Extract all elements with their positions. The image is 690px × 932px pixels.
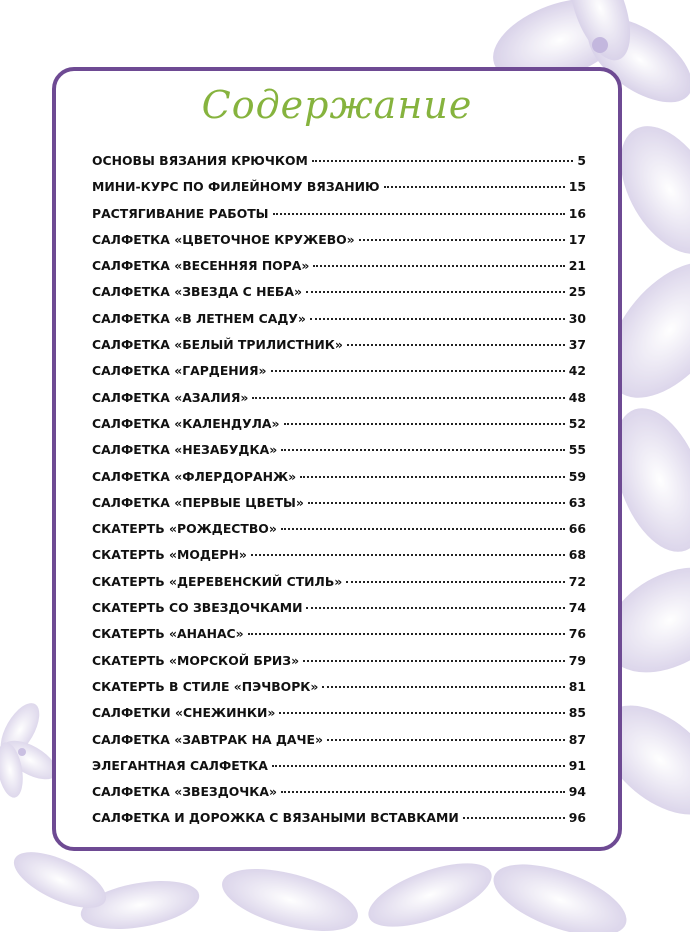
- toc-entry-title: СКАТЕРТЬ «МОДЕРН»: [92, 547, 247, 563]
- dot-leader: [310, 318, 565, 320]
- toc-entry[interactable]: [92, 153, 586, 179]
- dot-leader: [251, 554, 565, 556]
- toc-entry-page: 21: [568, 258, 586, 274]
- toc-entry[interactable]: [92, 758, 586, 784]
- toc-entry[interactable]: [92, 179, 586, 205]
- toc-entry-page: 79: [568, 652, 586, 668]
- toc-entry-page: 37: [568, 337, 586, 353]
- dot-leader: [281, 791, 565, 793]
- dot-leader: [281, 528, 565, 530]
- toc-entry-title: СКАТЕРТЬ В СТИЛЕ «ПЭЧВОРК»: [92, 678, 319, 694]
- toc-entry[interactable]: [92, 495, 586, 521]
- toc-entry[interactable]: [92, 732, 586, 758]
- toc-entry[interactable]: [92, 442, 586, 468]
- toc-entry-page: 74: [568, 600, 586, 616]
- toc-entry[interactable]: [92, 390, 586, 416]
- dot-leader: [346, 581, 564, 583]
- toc-entry-page: 87: [568, 731, 586, 747]
- toc-entry-title: САЛФЕТКА «ФЛЕРДОРАНЖ»: [92, 468, 297, 484]
- dot-leader: [279, 712, 564, 714]
- toc-entry-page: 30: [568, 310, 586, 326]
- toc-entry-page: 25: [568, 284, 586, 300]
- toc-entry[interactable]: [92, 574, 586, 600]
- dot-leader: [273, 213, 565, 215]
- toc-entry-title: ОСНОВЫ ВЯЗАНИЯ КРЮЧКОМ: [92, 153, 308, 168]
- dot-leader: [271, 370, 565, 372]
- dot-leader: [281, 449, 565, 451]
- toc-entry-title: САЛФЕТКА И ДОРОЖКА С ВЯЗАНЫМИ ВСТАВКАМИ: [92, 810, 459, 826]
- dot-leader: [384, 186, 565, 188]
- toc-entry-title: САЛФЕТКА «БЕЛЫЙ ТРИЛИСТНИК»: [92, 337, 343, 353]
- toc-entry-page: 55: [568, 442, 586, 458]
- dot-leader: [359, 239, 565, 241]
- dot-leader: [303, 660, 565, 662]
- toc-entry-title: САЛФЕТКИ «СНЕЖИНКИ»: [92, 705, 276, 721]
- toc-entry[interactable]: [92, 547, 586, 573]
- toc-entry-page: 76: [568, 626, 586, 642]
- toc-entry-page: 59: [568, 468, 586, 484]
- dot-leader: [312, 160, 574, 162]
- toc-entry-title: САЛФЕТКА «ЗВЕЗДОЧКА»: [92, 784, 278, 800]
- toc-entry-title: СКАТЕРТЬ «МОРСКОЙ БРИЗ»: [92, 652, 300, 668]
- dot-leader: [313, 265, 564, 267]
- toc-entry-page: 16: [568, 205, 586, 221]
- toc-entry-title: САЛФЕТКА «ЗАВТРАК НА ДАЧЕ»: [92, 731, 323, 747]
- dot-leader: [252, 397, 564, 399]
- toc-entry-page: 17: [568, 231, 586, 247]
- toc-entry-title: САЛФЕТКА «ВЕСЕННЯЯ ПОРА»: [92, 258, 310, 274]
- toc-entry[interactable]: [92, 337, 586, 363]
- toc-entry[interactable]: [92, 284, 586, 310]
- flower-bottom: [6, 841, 635, 932]
- toc-entry-title: РАСТЯГИВАНИЕ РАБОТЫ: [92, 205, 269, 221]
- page-title: Содержание: [201, 83, 473, 127]
- toc-entry[interactable]: [92, 232, 586, 258]
- toc-entry[interactable]: [92, 521, 586, 547]
- toc-entry[interactable]: [92, 363, 586, 389]
- dot-leader: [248, 633, 565, 635]
- toc-entry-title: САЛФЕТКА «НЕЗАБУДКА»: [92, 442, 278, 458]
- toc-entry-page: 52: [568, 415, 586, 431]
- toc-entry[interactable]: [92, 469, 586, 495]
- toc-entry-title: СКАТЕРТЬ СО ЗВЕЗДОЧКАМИ: [92, 600, 303, 616]
- toc-list: [92, 153, 586, 837]
- toc-entry-title: СКАТЕРТЬ «РОЖДЕСТВО»: [92, 521, 277, 537]
- dot-leader: [300, 476, 565, 478]
- toc-entry-page: 66: [568, 521, 586, 537]
- toc-entry-title: ЭЛЕГАНТНАЯ САЛФЕТКА: [92, 757, 268, 773]
- dot-leader: [306, 607, 564, 609]
- toc-entry-page: 94: [568, 784, 586, 800]
- dot-leader: [322, 686, 564, 688]
- toc-entry-page: 85: [568, 705, 586, 721]
- toc-frame: [52, 67, 622, 851]
- toc-entry-page: 63: [568, 494, 586, 510]
- toc-entry-title: САЛФЕТКА «ГАРДЕНИЯ»: [92, 363, 267, 379]
- toc-entry-title: МИНИ-КУРС ПО ФИЛЕЙНОМУ ВЯЗАНИЮ: [92, 179, 380, 195]
- toc-entry-title: СКАТЕРТЬ «ДЕРЕВЕНСКИЙ СТИЛЬ»: [92, 573, 343, 589]
- toc-entry[interactable]: [92, 679, 586, 705]
- dot-leader: [347, 344, 565, 346]
- toc-entry[interactable]: [92, 784, 586, 810]
- toc-entry-title: САЛФЕТКА «АЗАЛИЯ»: [92, 389, 249, 405]
- toc-entry-page: 68: [568, 547, 586, 563]
- toc-entry[interactable]: [92, 705, 586, 731]
- toc-entry-title: СКАТЕРТЬ «АНАНАС»: [92, 626, 244, 642]
- toc-entry-title: САЛФЕТКА «ЦВЕТОЧНОЕ КРУЖЕВО»: [92, 231, 355, 247]
- toc-entry-title: САЛФЕТКА «КАЛЕНДУЛА»: [92, 415, 280, 431]
- toc-entry-page: 5: [577, 153, 586, 168]
- toc-entry-title: САЛФЕТКА «В ЛЕТНЕМ САДУ»: [92, 310, 306, 326]
- toc-entry-page: 42: [568, 363, 586, 379]
- toc-entry-title: САЛФЕТКА «ЗВЕЗДА С НЕБА»: [92, 284, 302, 300]
- toc-entry[interactable]: [92, 653, 586, 679]
- dot-leader: [284, 423, 565, 425]
- toc-entry[interactable]: [92, 258, 586, 284]
- dot-leader: [327, 739, 565, 741]
- dot-leader: [463, 817, 565, 819]
- toc-entry[interactable]: [92, 311, 586, 337]
- toc-entry[interactable]: [92, 206, 586, 232]
- dot-leader: [308, 502, 565, 504]
- toc-entry-page: 48: [568, 389, 586, 405]
- dot-leader: [272, 765, 565, 767]
- toc-entry-page: 72: [568, 573, 586, 589]
- toc-entry-page: 96: [568, 810, 586, 826]
- toc-entry[interactable]: [92, 810, 586, 836]
- toc-entry-page: 15: [568, 179, 586, 195]
- toc-entry-page: 81: [568, 678, 586, 694]
- toc-entry[interactable]: [92, 600, 586, 626]
- toc-entry-page: 91: [568, 757, 586, 773]
- toc-entry[interactable]: [92, 626, 586, 652]
- toc-entry-title: САЛФЕТКА «ПЕРВЫЕ ЦВЕТЫ»: [92, 494, 304, 510]
- dot-leader: [306, 291, 565, 293]
- toc-entry[interactable]: [92, 416, 586, 442]
